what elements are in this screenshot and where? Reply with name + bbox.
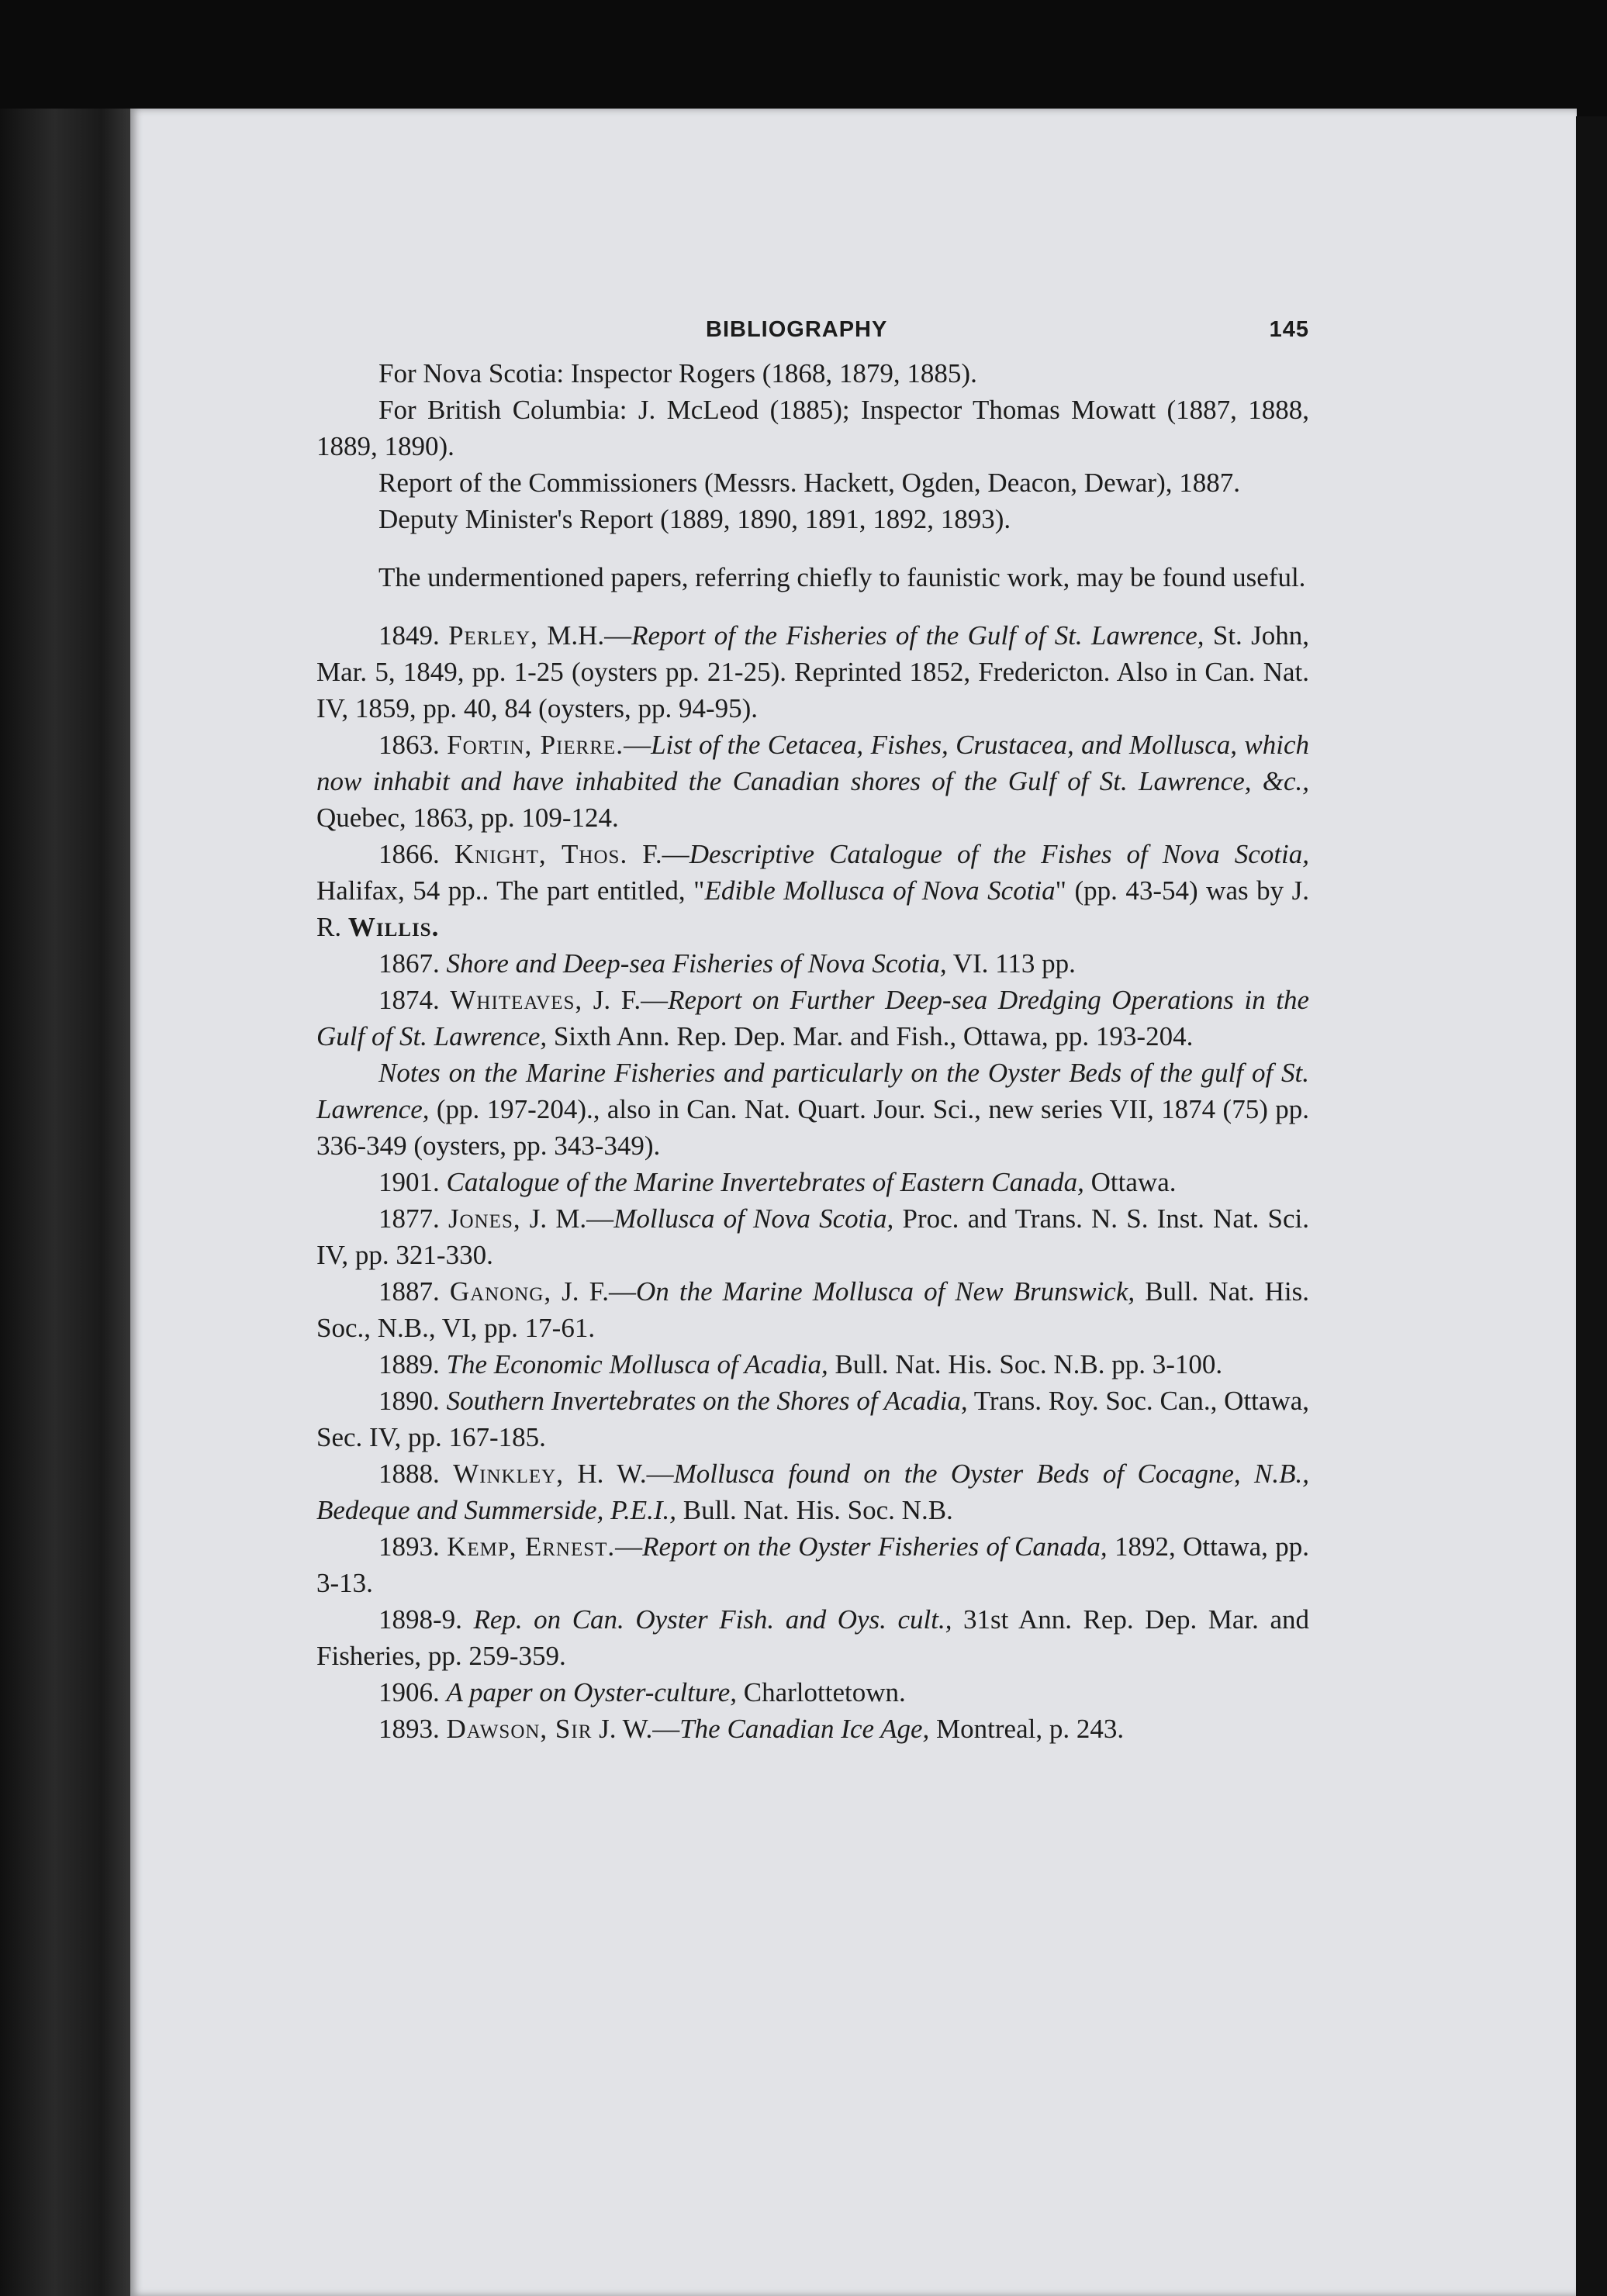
bib-entry-1866: 1866. Knight, Thos. F.—Descriptive Catalogue of the Fishes of Nova Scotia, Halifax, 54 pp.. The part entitled, "Edible Mollusca of Nova Scotia" (pp. 43-54) was by J. R. Willis. [316,839,1310,942]
bib-entry-1874: 1874. Whiteaves, J. F.—Report on Further Deep-sea Dredging Operations in the Gulf of St. Lawrence, Sixth Ann. Rep. Dep. Mar. and Fish., Ottawa, pp. 193-204. [316,985,1309,1051]
report-line: Deputy Minister's Report (1889, 1890, 1891, 1892, 1893). [378,504,1011,534]
running-header [316,312,1309,352]
page-number: 145 [1269,317,1309,342]
report-line: Report of the Commissioners (Messrs. Hackett, Ogden, Deacon, Dewar), 1887. [378,468,1240,498]
bib-entry-1863: 1863. Fortin, Pierre.—List of the Cetacea, Fishes, Crustacea, and Mollusca, which now inhabit and have inhabited the Canadian shores of the Gulf of St. Lawrence, &c., Quebec, 1863, pp. 109-124. [316,730,1309,833]
bib-entry-1890: 1890. Southern Invertebrates on the Shores of Acadia, Trans. Roy. Soc. Can., Ottawa, Sec. IV, pp. 167-185. [316,1386,1309,1452]
bib-entry-1893-kemp: 1893. Kemp, Ernest.—Report on the Oyster Fisheries of Canada, 1892, Ottawa, pp. 3-13. [316,1531,1309,1598]
report-line: For British Columbia: J. McLeod (1885); Inspector Thomas Mowatt (1887, 1888, 1889, 1890). [316,395,1309,461]
bib-entry-1888: 1888. Winkley, H. W.—Mollusca found on the Oyster Beds of Cocagne, N.B., Bedeque and Summerside, P.E.I., Bull. Nat. His. Soc. N.B. [316,1459,1310,1525]
bib-entry-1867: 1867. Shore and Deep-sea Fisheries of Nova Scotia, VI. 113 pp. [378,948,1076,979]
bib-entry-1887: 1887. Ganong, J. F.—On the Marine Mollusca of New Brunswick, Bull. Nat. His. Soc., N.B., VI, pp. 17-61. [316,1276,1310,1343]
bib-entry-1901: 1901. Catalogue of the Marine Invertebrates of Eastern Canada, Ottawa. [378,1167,1177,1197]
bib-entry-1889: 1889. The Economic Mollusca of Acadia, Bull. Nat. His. Soc. N.B. pp. 3-100. [378,1349,1223,1379]
intro-paragraph: The undermentioned papers, referring chiefly to faunistic work, may be found useful. [378,562,1306,592]
bib-entry-1906: 1906. A paper on Oyster-culture, Charlottetown. [378,1677,906,1707]
bib-entry-1874-notes: Notes on the Marine Fisheries and particularly on the Oyster Beds of the gulf of St. Lawrence, (pp. 197-204)., also in Can. Nat. Quart. Jour. Sci., new series VII, 1874 (75) pp. 336-349 (oysters, pp. 343-349). [316,1058,1309,1161]
bib-entry-1877: 1877. Jones, J. M.—Mollusca of Nova Scotia, Proc. and Trans. N. S. Inst. Nat. Sci. IV, pp. 321-330. [316,1203,1309,1270]
running-title: BIBLIOGRAPHY [706,317,888,342]
report-line: For Nova Scotia: Inspector Rogers (1868, 1879, 1885). [378,358,977,388]
bib-entry-1849: 1849. Perley, M.H.—Report of the Fisheries of the Gulf of St. Lawrence, St. John, Mar. 5, 1849, pp. 1-25 (oysters pp. 21-25). Reprinted 1852, Fredericton. Also in Can. Nat. IV, 1859, pp. 40, 84 (oysters, pp. 94-95). [316,620,1309,723]
bib-entry-1898: 1898-9. Rep. on Can. Oyster Fish. and Oys. cult., 31st Ann. Rep. Dep. Mar. and Fisheries, pp. 259-359. [316,1604,1309,1671]
book-binding [0,109,136,2296]
scan-edge [1576,116,1607,2296]
page-text [316,312,1309,1747]
bib-entry-1893-dawson: 1893. Dawson, Sir J. W.—The Canadian Ice Age, Montreal, p. 243. [378,1714,1125,1744]
